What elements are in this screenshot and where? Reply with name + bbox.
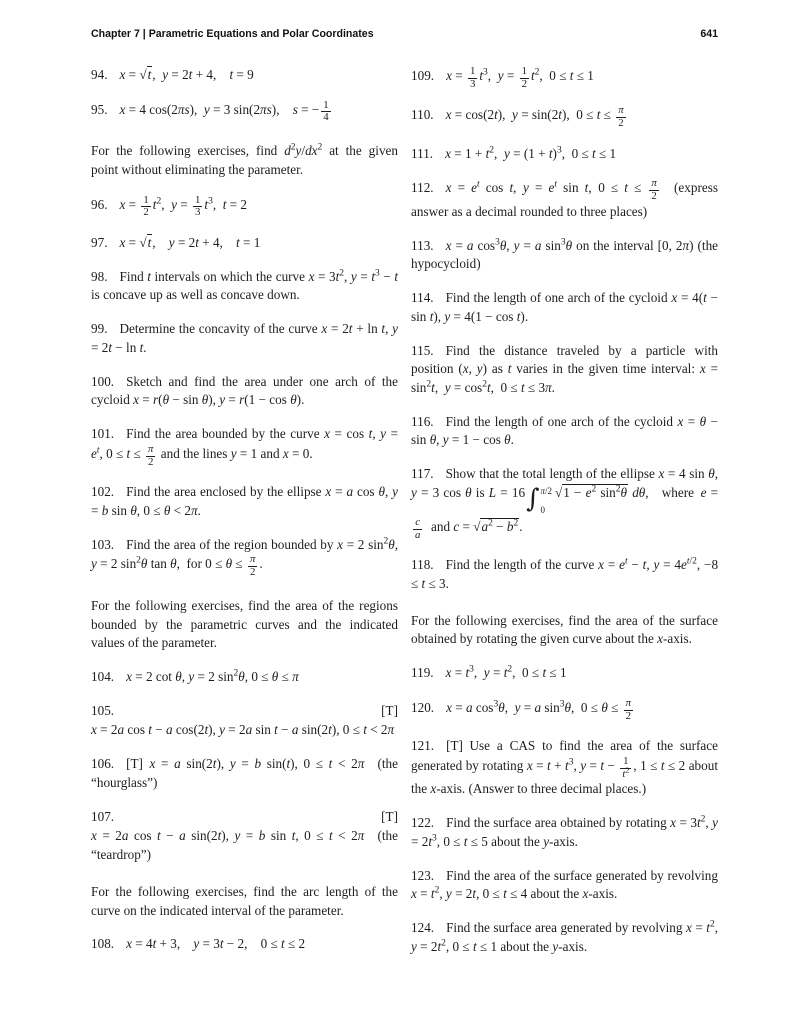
instruction-text: For the following exercises, find the arc length of the curve on the indicated interval of the parameter. bbox=[91, 883, 398, 918]
exercise-number: 106. bbox=[91, 756, 115, 772]
exercise-101 bbox=[91, 425, 398, 468]
exercise-number: 123. bbox=[411, 867, 435, 883]
exercise-122 bbox=[411, 814, 718, 851]
section-instruction bbox=[91, 883, 398, 920]
exercise-body: Find the area enclosed by the ellipse x = a cos θ, y = b sin θ, 0 ≤ θ < 2π. bbox=[91, 484, 398, 518]
exercise-number: 116. bbox=[411, 413, 434, 429]
exercise-105 bbox=[91, 702, 398, 740]
exercise-119 bbox=[411, 664, 718, 683]
exercise-109 bbox=[411, 66, 718, 90]
exercise-body: x = 2 cot θ, y = 2 $\sin^2\theta$, 0 ≤ θ ≤ π bbox=[126, 668, 299, 684]
chapter-title: Chapter 7 | Parametric Equations and Polar Coordinates bbox=[91, 28, 374, 40]
exercise-number: 111. bbox=[411, 145, 434, 161]
exercise-number: 102. bbox=[91, 484, 115, 500]
exercise-number: 97. bbox=[91, 234, 108, 250]
exercise-body: [T] x = a sin(2t), y = b sin(t), 0 ≤ t < 2π (the “hourglass”) bbox=[91, 756, 399, 790]
exercise-body: Find the length of the curve $x = e^t - t$, $y = 4e^{t/2}$, −8 ≤ t ≤ 3. bbox=[411, 556, 719, 591]
exercise-115 bbox=[411, 342, 718, 398]
exercise-number: 115. bbox=[411, 342, 434, 358]
exercise-number: 100. bbox=[91, 373, 115, 389]
exercise-body: $x = e^t$ cos t, $y = e^t$ sin t, 0 ≤ t ≤ $\frac{\pi}{2}$ (express answer as a decimal rounded to three places) bbox=[411, 177, 718, 219]
exercise-118 bbox=[411, 556, 718, 593]
exercise-107 bbox=[91, 808, 398, 865]
exercise-112 bbox=[411, 178, 718, 221]
exercise-body: Find t intervals on which the curve $x = 3t^2$, $y = t^3 - t$ is concave up as well as concave down. bbox=[91, 268, 399, 303]
exercise-body: Find the area of the region bounded by x = 2 $\sin^2\theta$, y = 2 $\sin^2\theta$ tan θ, for 0 ≤ θ ≤ $\frac{\pi}{2}$ . bbox=[91, 536, 399, 579]
exercise-body: x = 4t + 3, y = 3t − 2, 0 ≤ t ≤ 2 bbox=[126, 936, 306, 952]
exercise-111 bbox=[411, 145, 718, 164]
technology-tag: [T] bbox=[381, 702, 398, 718]
exercise-number: 122. bbox=[411, 815, 435, 831]
exercise-number: 98. bbox=[91, 268, 108, 284]
exercise-body: Sketch and find the area under one arch of the cycloid x = r(θ − sin θ), y = r(1 − cos θ). bbox=[91, 373, 398, 408]
exercise-106 bbox=[91, 755, 398, 792]
exercise-number: 105. bbox=[91, 702, 115, 718]
exercise-99 bbox=[91, 320, 398, 357]
exercise-124 bbox=[411, 919, 718, 956]
page-number: 641 bbox=[700, 28, 718, 40]
exercise-114 bbox=[411, 289, 718, 326]
exercise-body: Find the length of one arch of the cycloid x = θ − sin θ, y = 1 − cos θ. bbox=[411, 413, 719, 448]
exercise-body: Find the surface area generated by revolving $x = t^2$, $y = 2t^2$, 0 ≤ t ≤ 1 about the y-axis. bbox=[411, 919, 719, 954]
exercise-number: 113. bbox=[411, 237, 434, 253]
exercise-body: $x = 1 + t^2$, $y = (1 + t)^3$, 0 ≤ t ≤ 1 bbox=[445, 145, 617, 161]
exercise-number: 104. bbox=[91, 668, 115, 684]
exercise-number: 121. bbox=[411, 738, 435, 754]
exercise-number: 95. bbox=[91, 101, 108, 117]
exercise-number-line bbox=[91, 702, 398, 721]
exercise-104 bbox=[91, 668, 398, 687]
exercise-body: Show that the total length of the ellipse x = 4 sin θ, y = 3 cos θ is L = 16 ∫ π/2 0 $√1 - e^2$ $\sin^2\theta$ dθ, where e = $\frac{c}{a}$ and $c = √a^2 - b^2$. bbox=[411, 466, 719, 541]
exercise-100 bbox=[91, 373, 398, 410]
exercise-body: $x = t^3$, $y = t^2$, 0 ≤ t ≤ 1 bbox=[445, 664, 567, 681]
exercise-body: x = a $\cos^3\theta$, y = a $\sin^3\theta$, 0 ≤ θ ≤ $\frac{\pi}{2}$ bbox=[446, 696, 632, 722]
exercise-113 bbox=[411, 237, 718, 274]
exercise-body: x = a $\cos^3\theta$, y = a $\sin^3\theta$ on the interval [0, 2π) (the hypocycloid) bbox=[411, 237, 719, 272]
technology-tag: [T] bbox=[381, 808, 398, 824]
exercise-body: [T] Use a CAS to find the area of the surface generated by rotating $x = t + t^3$, y = t − $\frac{1}{t^2}$ , 1 ≤ t ≤ 2 about the x-axis. (Answer to three decimal places.) bbox=[411, 738, 718, 797]
exercise-number: 108. bbox=[91, 936, 115, 952]
instruction-text: For the following exercises, find $d^2y/dx^2$ at the given point without eliminating the parameter. bbox=[91, 142, 398, 177]
exercise-body: x = 4 cos(2πs), y = 3 sin(2πs), s = − $\frac{1}{4}$ bbox=[119, 98, 329, 124]
right-column bbox=[411, 66, 718, 972]
exercise-number: 112. bbox=[411, 180, 434, 196]
exercises-content bbox=[91, 66, 718, 972]
exercise-number: 99. bbox=[91, 321, 108, 337]
exercise-number: 107. bbox=[91, 808, 115, 824]
exercise-body: x = cos(2t), y = sin(2t), 0 ≤ t ≤ $\frac{\pi}{2}$ bbox=[445, 104, 624, 130]
exercise-121 bbox=[411, 737, 718, 799]
exercise-body: x = √t, y = 2t + 4, t = 1 bbox=[119, 234, 261, 250]
exercise-body: Determine the concavity of the curve x = 2t + ln t, y = 2t − ln t. bbox=[91, 321, 398, 355]
section-instruction bbox=[91, 142, 398, 179]
exercise-number: 96. bbox=[91, 196, 108, 212]
exercise-123 bbox=[411, 867, 718, 904]
exercise-98 bbox=[91, 268, 398, 305]
exercise-95 bbox=[91, 100, 398, 124]
section-instruction bbox=[91, 597, 398, 653]
exercise-number: 118. bbox=[411, 557, 434, 573]
exercise-body: Find the area of the surface generated by revolving $x = t^2$, y = 2t, 0 ≤ t ≤ 4 about the x-axis. bbox=[411, 867, 718, 902]
exercise-110 bbox=[411, 105, 718, 129]
exercise-108 bbox=[91, 935, 398, 954]
exercise-number: 94. bbox=[91, 67, 108, 82]
exercise-number: 109. bbox=[411, 67, 435, 83]
exercise-number: 119. bbox=[411, 665, 434, 681]
instruction-text: For the following exercises, find the area of the regions bounded by the parametric curves and the indicated values of the parameter. bbox=[91, 597, 398, 651]
exercise-number: 117. bbox=[411, 466, 434, 482]
exercise-116 bbox=[411, 413, 718, 450]
exercise-number: 120. bbox=[411, 699, 435, 715]
exercise-117 bbox=[411, 465, 718, 541]
exercise-body: x = √t, y = 2t + 4, t = 9 bbox=[119, 67, 254, 82]
exercise-body: x = $\frac{1}{3}$ $t^3$, y = $\frac{1}{2}$ $t^2$, 0 ≤ t ≤ 1 bbox=[446, 65, 594, 90]
exercise-number: 124. bbox=[411, 920, 435, 936]
exercise-body: x = $\frac{1}{2}$ $t^2$, y = $\frac{1}{3}$ $t^3$, t = 2 bbox=[119, 193, 247, 219]
exercise-number: 101. bbox=[91, 426, 115, 442]
exercise-number: 114. bbox=[411, 290, 434, 306]
instruction-text: For the following exercises, find the area of the surface obtained by rotating the given curve about the x-axis. bbox=[411, 612, 718, 647]
page-header bbox=[91, 27, 718, 42]
exercise-number: 110. bbox=[411, 107, 434, 123]
exercise-102 bbox=[91, 483, 398, 520]
left-column bbox=[91, 66, 398, 972]
section-instruction bbox=[411, 612, 718, 649]
exercise-body: x = 2a cos t − a cos(2t), y = 2a sin t − a sin(2t), 0 ≤ t < 2π bbox=[91, 722, 395, 738]
exercise-120 bbox=[411, 698, 718, 722]
exercise-body: Find the surface area obtained by rotating $x = 3t^2$, $y = 2t^3$, 0 ≤ t ≤ 5 about the y-axis. bbox=[411, 814, 718, 849]
exercise-number: 103. bbox=[91, 536, 115, 552]
exercise-96 bbox=[91, 195, 398, 219]
exercise-body: Find the area bounded by the curve x = cos t, $y = e^t$, 0 ≤ t ≤ $\frac{\pi}{2}$ and the lines y = 1 and x = 0. bbox=[91, 426, 399, 468]
exercise-103 bbox=[91, 536, 398, 579]
exercise-body: x = 2a cos t − a sin(2t), y = b sin t, 0 ≤ t < 2π (the “teardrop”) bbox=[91, 828, 398, 863]
exercise-body: Find the length of one arch of the cycloid x = 4(t − sin t), y = 4(1 − cos t). bbox=[411, 290, 719, 324]
exercise-97 bbox=[91, 234, 398, 253]
exercise-94 bbox=[91, 66, 398, 85]
exercise-number-line bbox=[91, 808, 398, 827]
exercise-body: Find the distance traveled by a particle with position (x, y) as t varies in the given time interval: $x = \sin^2t$, $y = \cos^2t$, 0 ≤ t ≤ 3π. bbox=[411, 342, 719, 395]
